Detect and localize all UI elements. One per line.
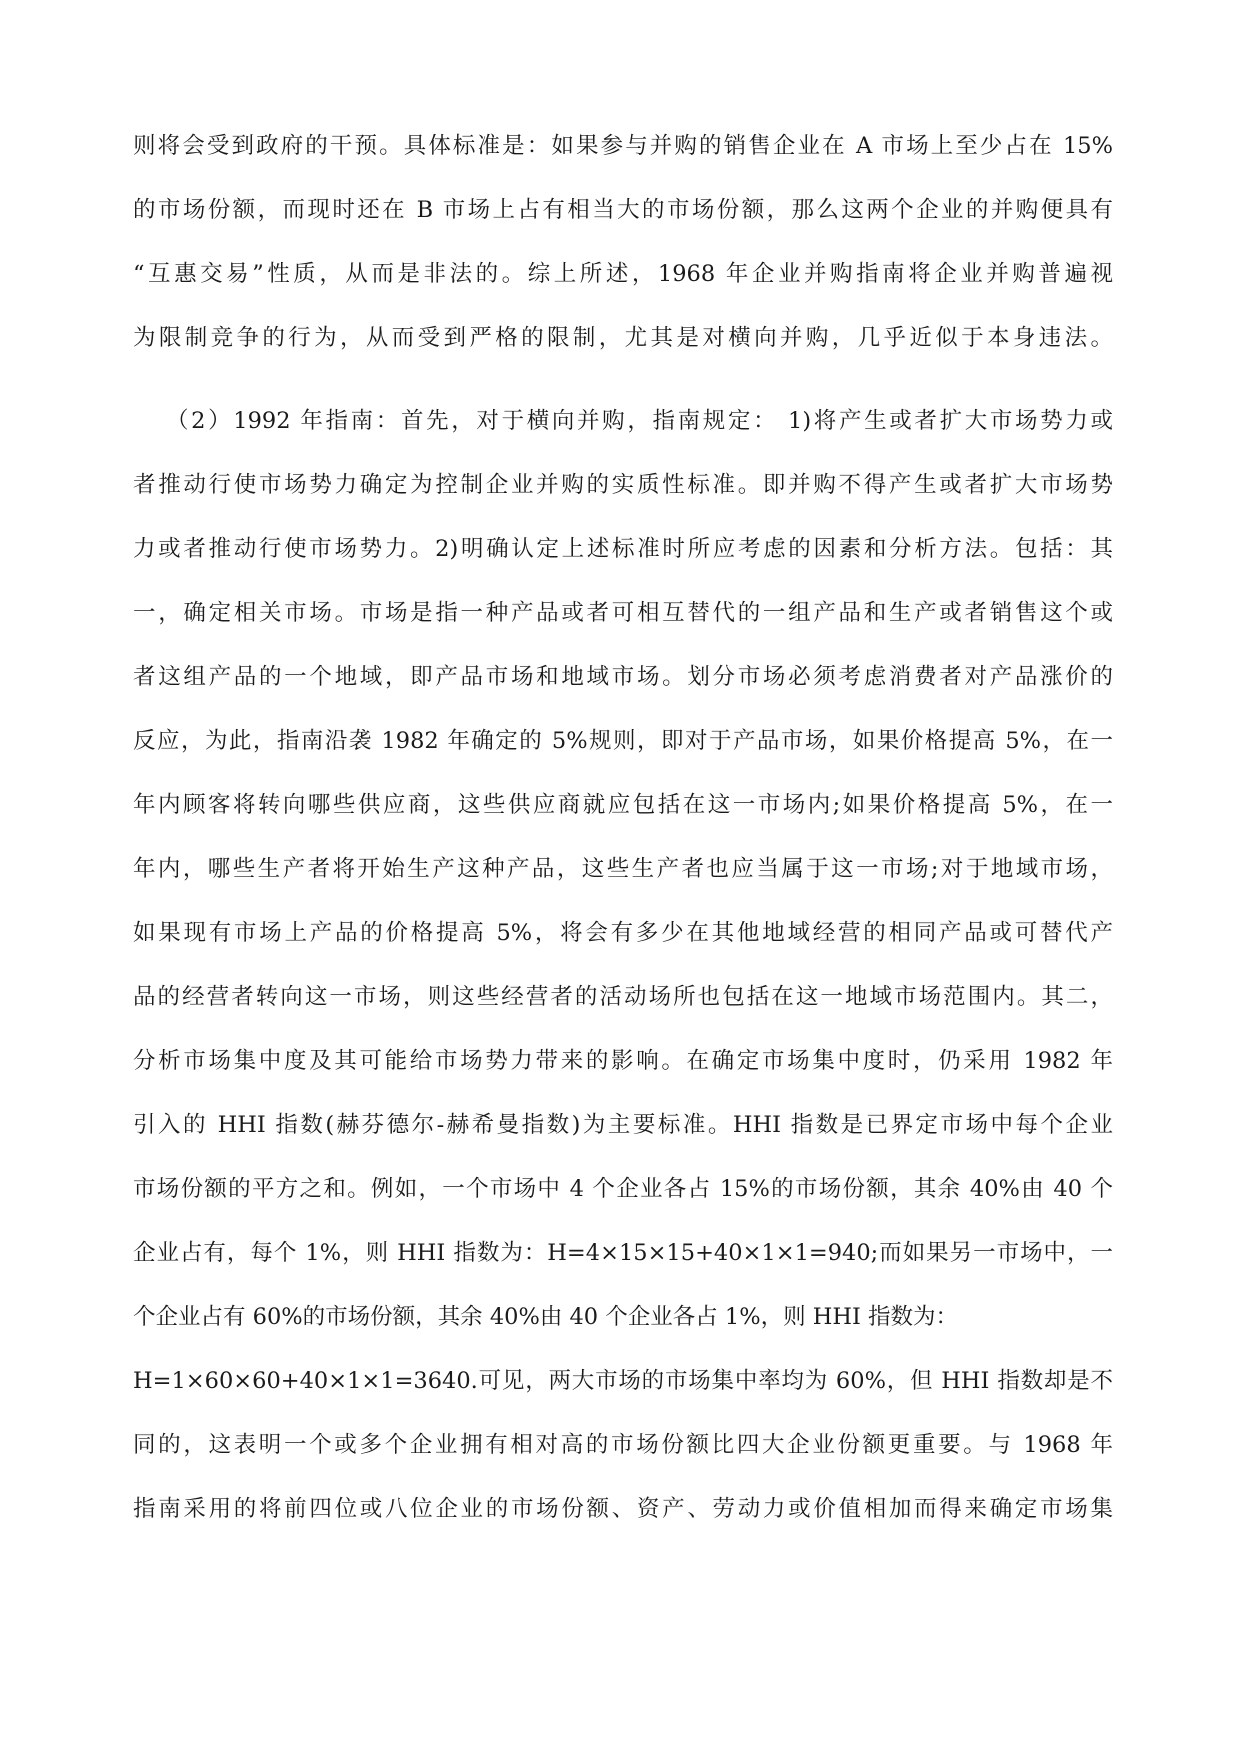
text-line: 者这组产品的一个地域，即产品市场和地域市场。划分市场必须考虑消费者对产品涨价的 xyxy=(133,664,1113,690)
text-line: 者推动行使市场势力确定为控制企业并购的实质性标准。即并购不得产生或者扩大市场势 xyxy=(133,472,1113,498)
text-line: 指南采用的将前四位或八位企业的市场份额、资产、劳动力或价值相加而得来确定市场集 xyxy=(133,1496,1113,1522)
text-line: 如果现有市场上产品的价格提高 5%，将会有多少在其他地域经营的相同产品或可替代产 xyxy=(133,920,1113,946)
text-line: 分析市场集中度及其可能给市场势力带来的影响。在确定市场集中度时，仍采用 1982 年 xyxy=(133,1048,1113,1074)
text-line: 年内顾客将转向哪些供应商，这些供应商就应包括在这一市场内;如果价格提高 5%，在一 xyxy=(133,792,1113,818)
text-line: 力或者推动行使市场势力。2)明确认定上述标准时所应考虑的因素和分析方法。包括：其 xyxy=(133,536,1113,562)
text-line: 品的经营者转向这一市场，则这些经营者的活动场所也包括在这一地域市场范围内。其二， xyxy=(133,984,1113,1010)
text-line: 年内，哪些生产者将开始生产这种产品，这些生产者也应当属于这一市场;对于地域市场， xyxy=(133,856,1113,882)
text-line: 同的，这表明一个或多个企业拥有相对高的市场份额比四大企业份额更重要。与 1968 年 xyxy=(133,1432,1113,1458)
text-line: 的市场份额，而现时还在 B 市场上占有相当大的市场份额，那么这两个企业的并购便具有 xyxy=(133,197,1113,223)
text-line: 引入的 HHI 指数(赫芬德尔-赫希曼指数)为主要标准。HHI 指数是已界定市场中每个企业 xyxy=(133,1112,1113,1138)
text-line: 反应，为此，指南沿袭 1982 年确定的 5%规则，即对于产品市场，如果价格提高 5%，在一 xyxy=(133,728,1113,754)
text-line: 一，确定相关市场。市场是指一种产品或者可相互替代的一组产品和生产或者销售这个或 xyxy=(133,600,1113,626)
text-line: 为限制竞争的行为，从而受到严格的限制，尤其是对横向并购，几乎近似于本身违法。 xyxy=(133,325,1113,351)
text-line: 个企业占有 60%的市场份额，其余 40%由 40 个企业各占 1%，则 HHI 指数为： xyxy=(133,1304,959,1330)
paragraph-start-line: （2）1992 年指南：首先，对于横向并购，指南规定： 1)将产生或者扩大市场势力或 xyxy=(166,408,1113,434)
text-line: 则将会受到政府的干预。具体标准是：如果参与并购的销售企业在 A 市场上至少占在 15% xyxy=(133,133,1113,159)
text-line: 企业占有，每个 1%，则 HHI 指数为：H=4×15×15+40×1×1=940;而如果另一市场中，一 xyxy=(133,1240,1113,1266)
text-line: 市场份额的平方之和。例如，一个市场中 4 个企业各占 15%的市场份额，其余 40%由 40 个 xyxy=(133,1176,1113,1202)
text-line: “互惠交易”性质，从而是非法的。综上所述，1968 年企业并购指南将企业并购普遍视 xyxy=(133,261,1113,287)
text-line: H=1×60×60+40×1×1=3640.可见，两大市场的市场集中率均为 60%，但 HHI 指数却是不 xyxy=(133,1368,1113,1394)
